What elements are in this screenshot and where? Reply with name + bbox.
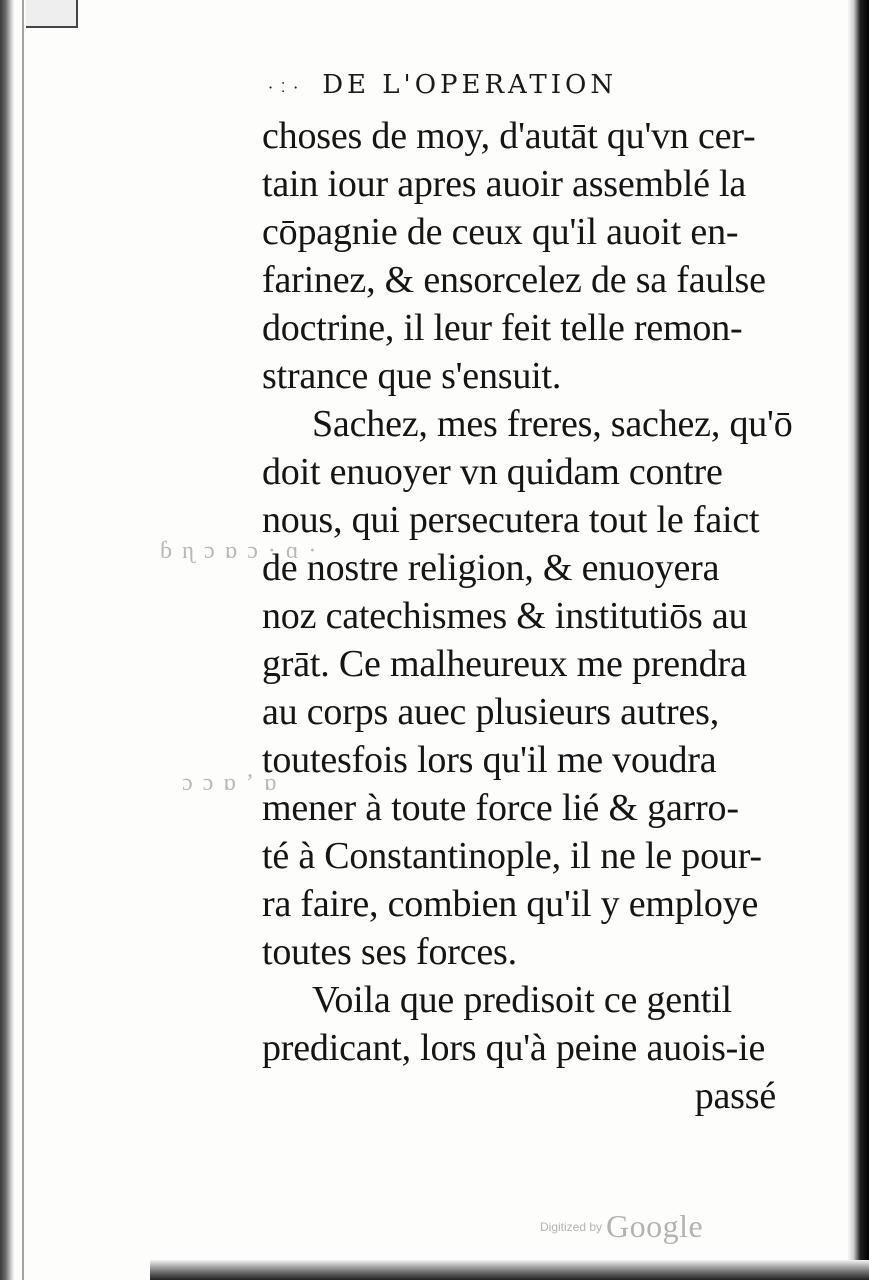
digitized-by-google-watermark xyxy=(540,1208,703,1245)
text-line: toutes ses forces. xyxy=(262,931,517,973)
text-line-paragraph-start: Voila que predisoit ce gentil xyxy=(312,979,732,1021)
text-line: doit enuoyer vn quidam contre xyxy=(262,451,723,493)
text-line: au corps auec plusieurs autres, xyxy=(262,691,720,733)
google-logo: Google xyxy=(606,1208,704,1244)
text-line: té à Constantinople, il ne le pour- xyxy=(262,835,762,877)
text-line: choses de moy, d'autāt qu'vn cer- xyxy=(262,115,756,157)
body-text xyxy=(262,112,792,1120)
gutter-line xyxy=(22,0,24,1280)
book-spine-shadow xyxy=(0,0,14,1280)
text-line-paragraph-start: Sachez, mes freres, sachez, qu'ō xyxy=(312,403,793,445)
text-line: grāt. Ce malheureux me prendra xyxy=(262,643,747,685)
text-line: mener à toute force lié & garro- xyxy=(262,787,739,829)
text-line: ra faire, combien qu'il y employe xyxy=(262,883,759,925)
watermark-prefix: Digitized by xyxy=(540,1219,603,1234)
text-line: predicant, lors qu'à peine auois-ie xyxy=(262,1027,766,1069)
text-line: strance que s'ensuit. xyxy=(262,355,562,397)
text-line: cōpagnie de ceux qu'il auoit en- xyxy=(262,211,739,253)
running-head xyxy=(268,70,708,100)
bleed-through-text: ɓ ɳ ɔ ɒ ɔ · ɑ · xyxy=(160,538,319,564)
page-edge-bottom xyxy=(150,1260,869,1280)
text-line: de nostre religion, & enuoyera xyxy=(262,547,720,589)
page-edge-right xyxy=(847,0,869,1280)
text-line: farinez, & ensorcelez de sa faulse xyxy=(262,259,766,301)
running-head-text: DE L'OPERATION xyxy=(322,70,618,100)
text-line: nous, qui persecutera tout le faict xyxy=(262,499,760,541)
ornament-icon: ·︰· xyxy=(268,78,301,97)
bleed-through-text: ɔ ɔ ɒ ʼ ɒ xyxy=(182,770,279,796)
text-line: noz catechismes & institutiōs au xyxy=(262,595,748,637)
corner-tab xyxy=(26,0,78,28)
catchword: passé xyxy=(694,1075,776,1117)
text-line: tain iour apres auoir assemblé la xyxy=(262,163,747,205)
text-line: doctrine, il leur feit telle remon- xyxy=(262,307,743,349)
text-line: toutesfois lors qu'il me voudra xyxy=(262,739,717,781)
